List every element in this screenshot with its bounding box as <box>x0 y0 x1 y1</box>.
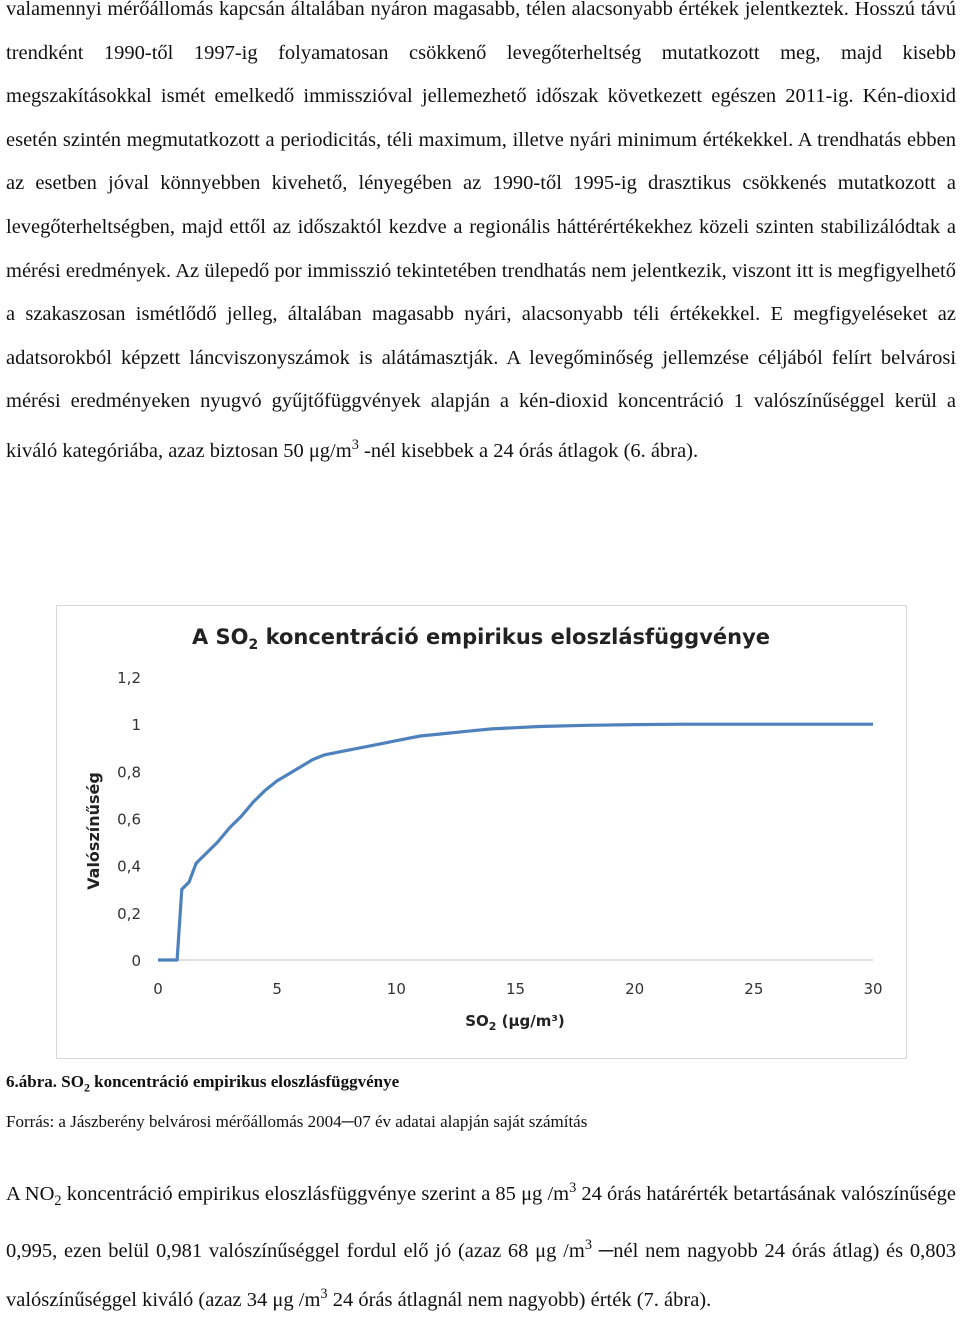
caption-text: SO <box>57 1072 84 1091</box>
x-tick-label: 30 <box>863 980 883 998</box>
sentence: A trendhatás ebben az esetben jóval könnyebben kivehető, lényegében az 1990-től 1995-ig drasztikus csökkenés mutatkozott a levegőterheltségben, majd ettől az időszaktól kezdve a regionális háttérértékekhez közeli szinten stabilizálódtak a mérési eredmények. <box>6 128 956 282</box>
x-tick-label: 5 <box>272 980 282 998</box>
x-tick-label: 20 <box>625 980 645 998</box>
figure-caption <box>6 1072 399 1095</box>
y-tick-label: 0,4 <box>117 857 141 876</box>
y-tick-label: 1 <box>131 716 141 735</box>
y-tick-label: 0 <box>131 952 141 970</box>
body-paragraph-2 <box>6 1167 956 1322</box>
x-axis-label: $SO_2$ (μg/m³) <box>465 1012 565 1033</box>
y-tick-label: 0,6 <box>117 810 141 829</box>
caption-text-rest: koncentráció empirikus eloszlásfüggvénye <box>89 1072 400 1091</box>
unit-exponent: 3 <box>320 1285 328 1302</box>
caption-subscript: 2 <box>83 1080 90 1095</box>
chart-canvas <box>57 606 906 1058</box>
body-paragraph-1 <box>6 0 956 473</box>
text-run: 24 órás határérték betartásának valószínűsége 0,995, ezen belül 0,981 valószínűséggel fordul elő jó (azaz 68 μg /m <box>6 1182 956 1262</box>
y-tick-label: 0,8 <box>117 763 141 782</box>
x-tick-label: 10 <box>386 980 406 998</box>
y-axis-label: Valószínűség <box>84 772 103 890</box>
figure-source: Forrás: a Jászberény belvárosi mérőállomás 2004─07 év adatai alapján saját számítás <box>6 1112 588 1131</box>
text-run: A NO <box>6 1182 55 1205</box>
chart-title: A $SO_2$ koncentráció empirikus eloszlásfüggvénye <box>191 625 771 653</box>
unit-exponent: 3 <box>584 1236 592 1253</box>
cdf-series-line <box>158 724 873 960</box>
sentence: A levegőminőség jellemzése céljából felírt belvárosi mérési eredményeken nyugvó gyűjtőfüggvények alapján a kén-dioxid koncentráció 1 valószínűséggel kerül a kiváló kategóriába, azaz biztosan 50 μg/m <box>6 346 957 462</box>
sentence: Kén-dioxid esetén szintén megmutatkozott a periodicitás, téli maximum, illetve nyári minimum értékekkel. <box>6 85 957 151</box>
unit-exponent: 3 <box>351 436 359 453</box>
subscript: 2 <box>54 1192 62 1209</box>
sentence: E megfigyeléseket az adatsorokból képzett láncviszonyszámok is alátámasztják. <box>6 303 956 369</box>
text-run: 24 órás átlagnál nem nagyobb) érték (7. ábra). <box>327 1288 712 1311</box>
so2-cdf-chart <box>56 605 907 1059</box>
x-tick-label: 0 <box>153 980 163 998</box>
x-tick-label: 15 <box>505 980 526 998</box>
y-tick-label: 1,2 <box>117 669 141 687</box>
y-tick-labels <box>117 669 141 970</box>
sentence: Az ülepedő por immisszió tekintetében trendhatás nem jelentkezik, viszont itt is megfigyelhető a szakaszosan ismétlődő jelleg, általában magasabb nyári, alacsonyabb téli értékekkel. <box>6 259 956 326</box>
sentence: Hosszú távú trendként 1990-től 1997-ig folyamatosan csökkenő levegőterheltség mutatkozott meg, majd kisebb megszakításokkal ismét emelkedő immisszióval jellemezhető időszak következett egészen 2011-ig. <box>6 0 957 108</box>
x-tick-labels <box>153 980 882 998</box>
text-run: ─nél nem nagyobb 24 órás átlag) és 0,803 valószínűséggel kiváló (azaz 34 μg /m <box>6 1239 957 1311</box>
y-tick-label: 0,2 <box>117 904 141 923</box>
series-group <box>158 724 873 960</box>
sentence: valamennyi mérőállomás kapcsán általában nyáron magasabb, télen alacsonyabb értékek jelentkeztek. <box>6 0 849 20</box>
sentence: -nél kisebbek a 24 órás átlagok (6. ábra). <box>358 439 699 462</box>
caption-label: 6.ábra. <box>6 1072 57 1091</box>
text-run: koncentráció empirikus eloszlásfüggvénye szerint a 85 μg /m <box>61 1182 570 1205</box>
x-tick-label: 25 <box>744 980 764 998</box>
unit-exponent: 3 <box>569 1180 577 1196</box>
